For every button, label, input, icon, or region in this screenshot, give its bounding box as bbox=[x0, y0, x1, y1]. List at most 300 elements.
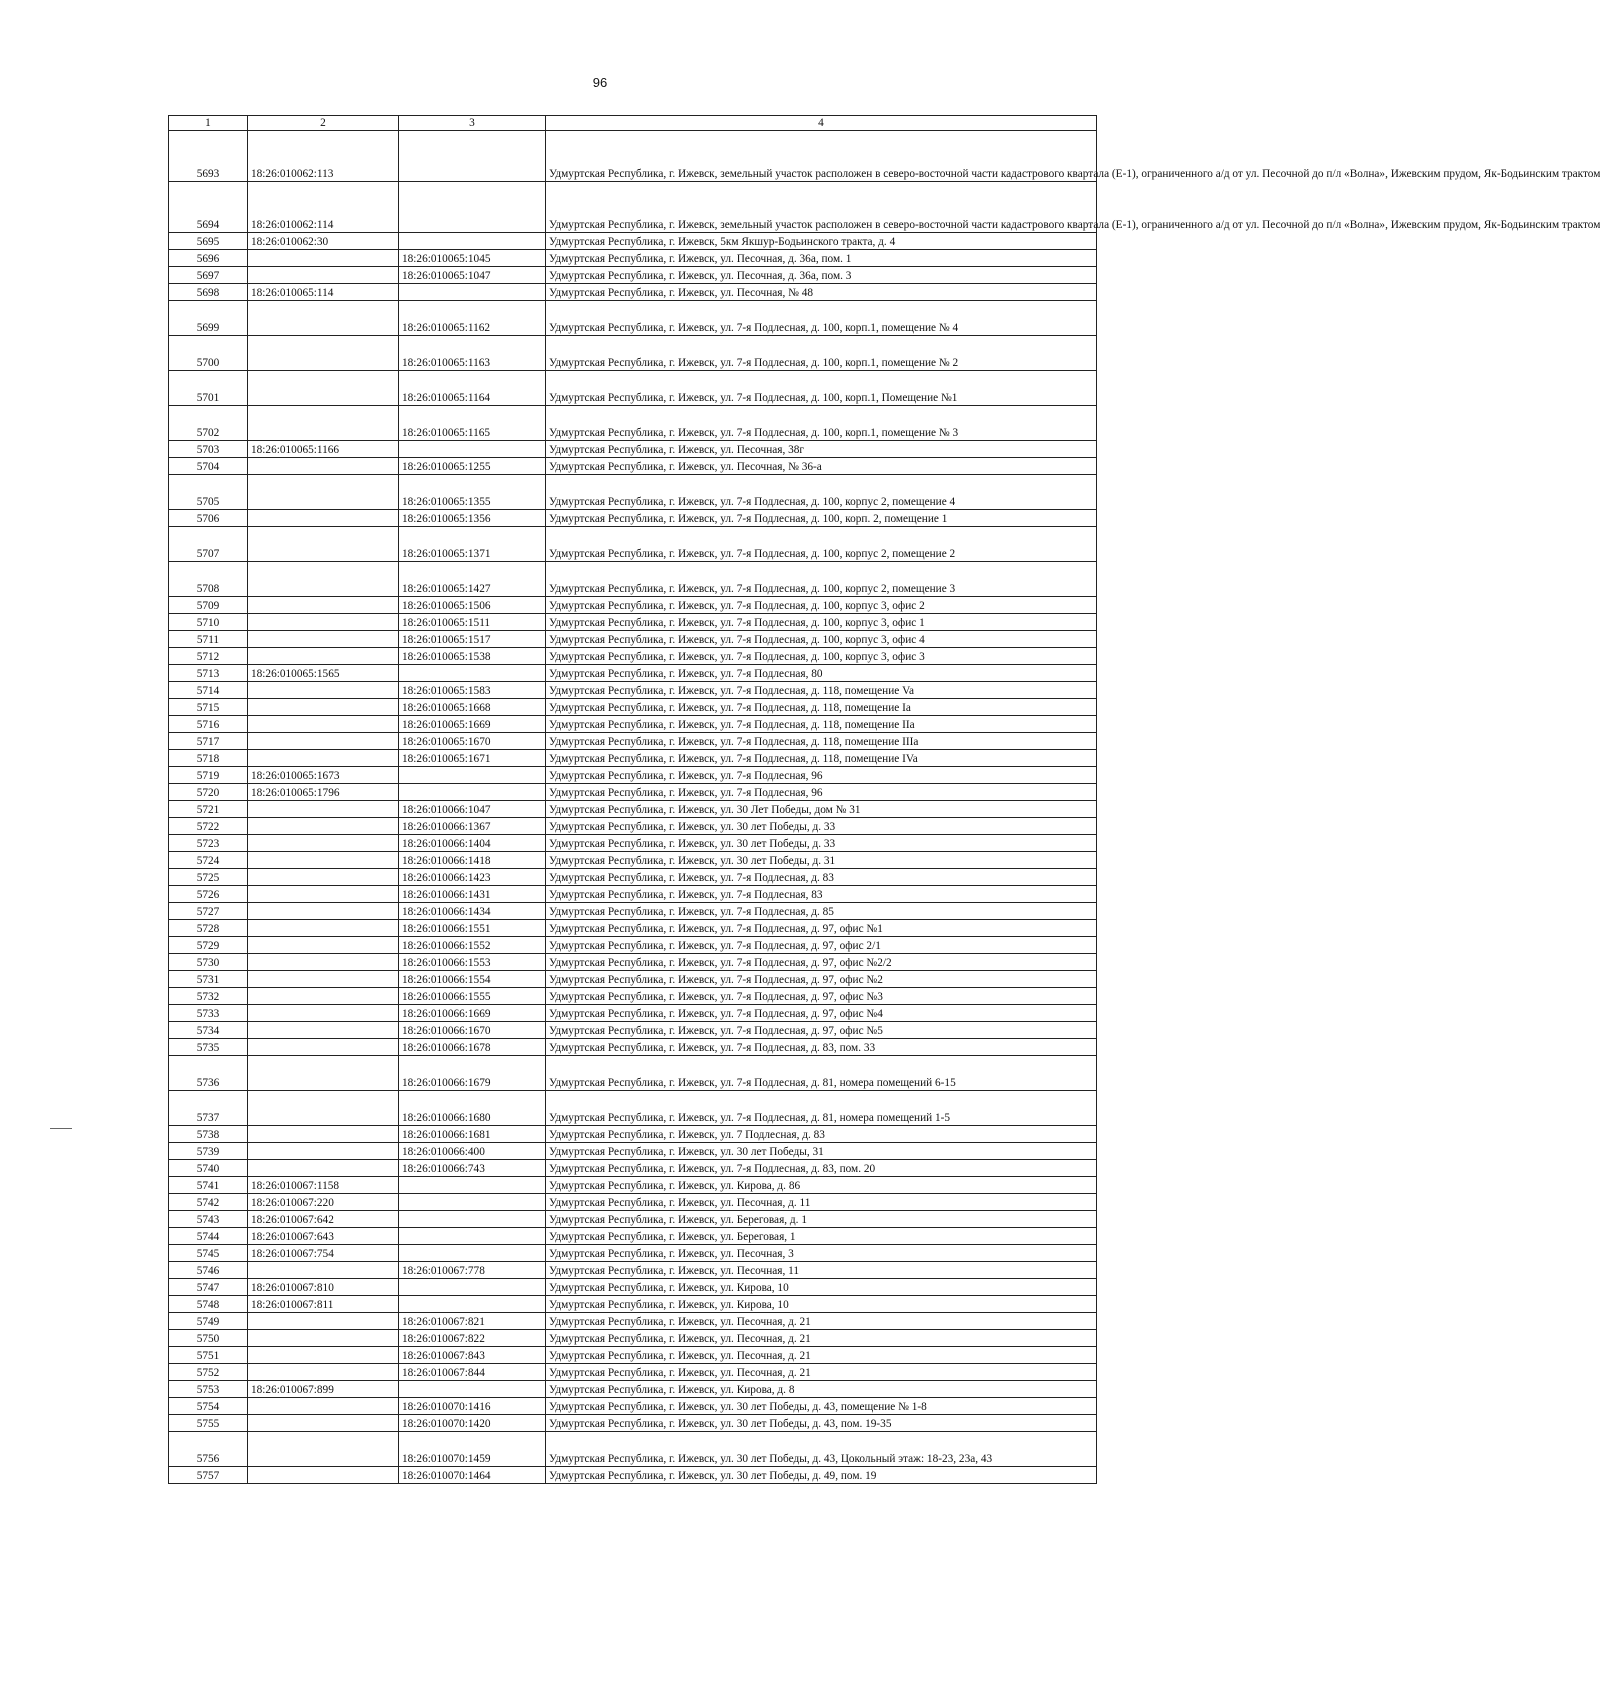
table-row bbox=[169, 131, 1097, 182]
address-cell: Удмуртская Республика, г. Ижевск, ул. 7-я Подлесная, 83 bbox=[546, 886, 1097, 903]
cadastral-number-building: 18:26:010065:1671 bbox=[399, 750, 546, 767]
cadastral-number-building: 18:26:010070:1459 bbox=[399, 1432, 546, 1467]
address-cell: Удмуртская Республика, г. Ижевск, ул. 7-я Подлесная, д. 81, номера помещений 1-5 bbox=[546, 1091, 1097, 1126]
cadastral-number-building bbox=[399, 441, 546, 458]
table-row bbox=[169, 1364, 1097, 1381]
address-cell: Удмуртская Республика, г. Ижевск, 5км Якшур-Бодьинского тракта, д. 4 bbox=[546, 233, 1097, 250]
address-cell: Удмуртская Республика, г. Ижевск, ул. Песочная, № 48 bbox=[546, 284, 1097, 301]
table-row bbox=[169, 1347, 1097, 1364]
cadastral-number-building: 18:26:010067:822 bbox=[399, 1330, 546, 1347]
cadastral-number-building: 18:26:010065:1427 bbox=[399, 562, 546, 597]
table-row bbox=[169, 1262, 1097, 1279]
cadastral-number-land bbox=[248, 1126, 399, 1143]
address-cell: Удмуртская Республика, г. Ижевск, ул. Кирова, д. 8 bbox=[546, 1381, 1097, 1398]
table-row bbox=[169, 648, 1097, 665]
cadastral-number-building bbox=[399, 1194, 546, 1211]
margin-mark bbox=[50, 1128, 72, 1129]
address-cell: Удмуртская Республика, г. Ижевск, ул. 7-я Подлесная, д. 100, корпус 3, офис 4 bbox=[546, 631, 1097, 648]
cadastral-number-building: 18:26:010065:1164 bbox=[399, 371, 546, 406]
cadastral-number-building: 18:26:010066:1553 bbox=[399, 954, 546, 971]
cadastral-number-building: 18:26:010065:1045 bbox=[399, 250, 546, 267]
table-row bbox=[169, 1330, 1097, 1347]
cadastral-number-land bbox=[248, 475, 399, 510]
row-number: 5742 bbox=[169, 1194, 248, 1211]
cadastral-number-building: 18:26:010066:1404 bbox=[399, 835, 546, 852]
table-row bbox=[169, 1381, 1097, 1398]
cadastral-number-building: 18:26:010066:400 bbox=[399, 1143, 546, 1160]
row-number: 5721 bbox=[169, 801, 248, 818]
address-cell: Удмуртская Республика, г. Ижевск, ул. 7-я Подлесная, д. 100, корп.1, помещение № 3 bbox=[546, 406, 1097, 441]
cadastral-number-land bbox=[248, 1364, 399, 1381]
table-row bbox=[169, 284, 1097, 301]
row-number: 5699 bbox=[169, 301, 248, 336]
cadastral-number-land: 18:26:010067:642 bbox=[248, 1211, 399, 1228]
row-number: 5711 bbox=[169, 631, 248, 648]
row-number: 5723 bbox=[169, 835, 248, 852]
address-cell: Удмуртская Республика, г. Ижевск, ул. Песочная, 11 bbox=[546, 1262, 1097, 1279]
row-number: 5702 bbox=[169, 406, 248, 441]
cadastral-number-land bbox=[248, 597, 399, 614]
table-row bbox=[169, 1194, 1097, 1211]
address-cell: Удмуртская Республика, г. Ижевск, ул. 7-я Подлесная, д. 97, офис №2 bbox=[546, 971, 1097, 988]
table-row bbox=[169, 597, 1097, 614]
row-number: 5739 bbox=[169, 1143, 248, 1160]
address-cell: Удмуртская Республика, г. Ижевск, ул. 30 лет Победы, д. 31 bbox=[546, 852, 1097, 869]
address-cell: Удмуртская Республика, г. Ижевск, ул. Кирова, 10 bbox=[546, 1279, 1097, 1296]
cadastral-number-building bbox=[399, 182, 546, 233]
address-cell: Удмуртская Республика, г. Ижевск, ул. Песочная, д. 11 bbox=[546, 1194, 1097, 1211]
table-row bbox=[169, 665, 1097, 682]
row-number: 5725 bbox=[169, 869, 248, 886]
address-cell: Удмуртская Республика, г. Ижевск, ул. 7-я Подлесная, д. 81, номера помещений 6-15 bbox=[546, 1056, 1097, 1091]
cadastral-number-land: 18:26:010067:754 bbox=[248, 1245, 399, 1262]
cadastral-number-building: 18:26:010067:821 bbox=[399, 1313, 546, 1330]
table-row bbox=[169, 1228, 1097, 1245]
row-number: 5757 bbox=[169, 1467, 248, 1484]
cadastral-number-land bbox=[248, 1262, 399, 1279]
row-number: 5709 bbox=[169, 597, 248, 614]
cadastral-number-land bbox=[248, 1347, 399, 1364]
address-cell: Удмуртская Республика, г. Ижевск, ул. 7-я Подлесная, д. 100, корпус 3, офис 2 bbox=[546, 597, 1097, 614]
row-number: 5705 bbox=[169, 475, 248, 510]
cadastral-number-building: 18:26:010070:1416 bbox=[399, 1398, 546, 1415]
cadastral-number-building: 18:26:010066:1367 bbox=[399, 818, 546, 835]
cadastral-number-land bbox=[248, 801, 399, 818]
address-cell: Удмуртская Республика, г. Ижевск, ул. 30 лет Победы, д. 43, Цокольный этаж: 18-23, 23а, 43 bbox=[546, 1432, 1097, 1467]
table-row bbox=[169, 801, 1097, 818]
cadastral-number-building bbox=[399, 1279, 546, 1296]
cadastral-number-land bbox=[248, 750, 399, 767]
row-number: 5734 bbox=[169, 1022, 248, 1039]
row-number: 5754 bbox=[169, 1398, 248, 1415]
table-row bbox=[169, 1467, 1097, 1484]
table-row bbox=[169, 371, 1097, 406]
address-cell: Удмуртская Республика, г. Ижевск, ул. 7-я Подлесная, д. 85 bbox=[546, 903, 1097, 920]
row-number: 5694 bbox=[169, 182, 248, 233]
cadastral-number-land: 18:26:010062:113 bbox=[248, 131, 399, 182]
table-row bbox=[169, 1398, 1097, 1415]
cadastral-number-land bbox=[248, 1039, 399, 1056]
cadastral-number-building: 18:26:010065:1583 bbox=[399, 682, 546, 699]
table-row bbox=[169, 1022, 1097, 1039]
column-header-3: 3 bbox=[399, 116, 546, 131]
cadastral-number-land: 18:26:010067:643 bbox=[248, 1228, 399, 1245]
address-cell: Удмуртская Республика, г. Ижевск, ул. 7 Подлесная, д. 83 bbox=[546, 1126, 1097, 1143]
cadastral-number-land bbox=[248, 336, 399, 371]
table-row bbox=[169, 988, 1097, 1005]
row-number: 5732 bbox=[169, 988, 248, 1005]
address-cell: Удмуртская Республика, г. Ижевск, ул. 7-я Подлесная, д. 100, корпус 2, помещение 3 bbox=[546, 562, 1097, 597]
table-row bbox=[169, 784, 1097, 801]
row-number: 5748 bbox=[169, 1296, 248, 1313]
cadastral-number-building bbox=[399, 767, 546, 784]
cadastral-number-land bbox=[248, 1143, 399, 1160]
table-row bbox=[169, 886, 1097, 903]
cadastral-number-land bbox=[248, 699, 399, 716]
table-row bbox=[169, 682, 1097, 699]
table-row bbox=[169, 458, 1097, 475]
address-cell: Удмуртская Республика, г. Ижевск, ул. Песочная, д. 21 bbox=[546, 1364, 1097, 1381]
table-row bbox=[169, 869, 1097, 886]
address-cell: Удмуртская Республика, г. Ижевск, ул. 7-я Подлесная, д. 100, корп.1, помещение № 4 bbox=[546, 301, 1097, 336]
row-number: 5724 bbox=[169, 852, 248, 869]
table-row bbox=[169, 527, 1097, 562]
cadastral-number-building bbox=[399, 284, 546, 301]
address-cell: Удмуртская Республика, г. Ижевск, ул. 30 лет Победы, д. 33 bbox=[546, 835, 1097, 852]
address-cell: Удмуртская Республика, г. Ижевск, земельный участок расположен в северо-восточной части кадастрового квартала (Е-1), ограниченного а/д от ул. Песочной до п/л «Волна», Ижевским прудом, Як-Бодьинским трактом bbox=[546, 182, 1097, 233]
cadastral-number-land bbox=[248, 250, 399, 267]
cadastral-number-land bbox=[248, 1398, 399, 1415]
cadastral-number-building: 18:26:010066:1431 bbox=[399, 886, 546, 903]
cadastral-number-land bbox=[248, 920, 399, 937]
cadastral-number-building: 18:26:010065:1506 bbox=[399, 597, 546, 614]
column-header-2: 2 bbox=[248, 116, 399, 131]
table-row bbox=[169, 767, 1097, 784]
address-cell: Удмуртская Республика, г. Ижевск, ул. 7-я Подлесная, д. 118, помещение IIIa bbox=[546, 733, 1097, 750]
address-cell: Удмуртская Республика, г. Ижевск, ул. 7-я Подлесная, д. 100, корпус 2, помещение 2 bbox=[546, 527, 1097, 562]
cadastral-number-land bbox=[248, 682, 399, 699]
address-cell: Удмуртская Республика, г. Ижевск, ул. 7-я Подлесная, д. 100, корпус 3, офис 1 bbox=[546, 614, 1097, 631]
cadastral-number-land bbox=[248, 818, 399, 835]
address-cell: Удмуртская Республика, г. Ижевск, ул. 7-я Подлесная, д. 97, офис №2/2 bbox=[546, 954, 1097, 971]
cadastral-number-land bbox=[248, 852, 399, 869]
cadastral-number-building: 18:26:010070:1464 bbox=[399, 1467, 546, 1484]
registry-table bbox=[168, 115, 1600, 1484]
cadastral-number-land: 18:26:010067:811 bbox=[248, 1296, 399, 1313]
cadastral-number-land bbox=[248, 371, 399, 406]
cadastral-number-land bbox=[248, 301, 399, 336]
address-cell: Удмуртская Республика, г. Ижевск, ул. 7-я Подлесная, д. 118, помещение Va bbox=[546, 682, 1097, 699]
table-row bbox=[169, 937, 1097, 954]
row-number: 5736 bbox=[169, 1056, 248, 1091]
address-cell: Удмуртская Республика, г. Ижевск, ул. 7-я Подлесная, д. 100, корп.1, Помещение №1 bbox=[546, 371, 1097, 406]
cadastral-number-land: 18:26:010067:899 bbox=[248, 1381, 399, 1398]
table-row bbox=[169, 1279, 1097, 1296]
cadastral-number-building: 18:26:010065:1356 bbox=[399, 510, 546, 527]
address-cell: Удмуртская Республика, г. Ижевск, ул. 7-я Подлесная, д. 100, корп.1, помещение № 2 bbox=[546, 336, 1097, 371]
address-cell: Удмуртская Республика, г. Ижевск, ул. 7-я Подлесная, д. 100, корпус 3, офис 3 bbox=[546, 648, 1097, 665]
cadastral-number-land bbox=[248, 510, 399, 527]
row-number: 5728 bbox=[169, 920, 248, 937]
row-number: 5730 bbox=[169, 954, 248, 971]
address-cell: Удмуртская Республика, г. Ижевск, ул. 30 лет Победы, д. 49, пом. 19 bbox=[546, 1467, 1097, 1484]
address-cell: Удмуртская Республика, г. Ижевск, ул. 7-я Подлесная, д. 83, пом. 33 bbox=[546, 1039, 1097, 1056]
table-row bbox=[169, 614, 1097, 631]
table-row bbox=[169, 903, 1097, 920]
address-cell: Удмуртская Республика, г. Ижевск, ул. 7-я Подлесная, д. 97, офис №1 bbox=[546, 920, 1097, 937]
cadastral-number-building: 18:26:010066:1551 bbox=[399, 920, 546, 937]
table-row bbox=[169, 699, 1097, 716]
row-number: 5712 bbox=[169, 648, 248, 665]
page-number: 96 bbox=[592, 75, 608, 90]
row-number: 5706 bbox=[169, 510, 248, 527]
row-number: 5743 bbox=[169, 1211, 248, 1228]
address-cell: Удмуртская Республика, г. Ижевск, ул. 7-я Подлесная, д. 97, офис 2/1 bbox=[546, 937, 1097, 954]
cadastral-number-land bbox=[248, 1432, 399, 1467]
cadastral-number-building: 18:26:010066:1680 bbox=[399, 1091, 546, 1126]
table-row bbox=[169, 267, 1097, 284]
table-row bbox=[169, 1296, 1097, 1313]
table-row bbox=[169, 182, 1097, 233]
row-number: 5755 bbox=[169, 1415, 248, 1432]
row-number: 5710 bbox=[169, 614, 248, 631]
cadastral-number-building: 18:26:010065:1670 bbox=[399, 733, 546, 750]
row-number: 5727 bbox=[169, 903, 248, 920]
table-row bbox=[169, 1056, 1097, 1091]
cadastral-number-building: 18:26:010065:1511 bbox=[399, 614, 546, 631]
cadastral-number-building: 18:26:010065:1165 bbox=[399, 406, 546, 441]
cadastral-number-building: 18:26:010066:1555 bbox=[399, 988, 546, 1005]
cadastral-number-building: 18:26:010066:1669 bbox=[399, 1005, 546, 1022]
cadastral-number-land bbox=[248, 937, 399, 954]
row-number: 5714 bbox=[169, 682, 248, 699]
cadastral-number-land bbox=[248, 1160, 399, 1177]
table-row bbox=[169, 1005, 1097, 1022]
address-cell: Удмуртская Республика, г. Ижевск, ул. 7-я Подлесная, д. 118, помещение IVa bbox=[546, 750, 1097, 767]
row-number: 5737 bbox=[169, 1091, 248, 1126]
cadastral-number-land: 18:26:010065:1166 bbox=[248, 441, 399, 458]
row-number: 5700 bbox=[169, 336, 248, 371]
address-cell: Удмуртская Республика, г. Ижевск, ул. 7-я Подлесная, д. 100, корпус 2, помещение 4 bbox=[546, 475, 1097, 510]
table-row bbox=[169, 954, 1097, 971]
cadastral-number-building: 18:26:010065:1163 bbox=[399, 336, 546, 371]
cadastral-number-building: 18:26:010066:1670 bbox=[399, 1022, 546, 1039]
address-cell: Удмуртская Республика, г. Ижевск, ул. 7-я Подлесная, д. 97, офис №3 bbox=[546, 988, 1097, 1005]
table-row bbox=[169, 441, 1097, 458]
cadastral-number-building: 18:26:010067:843 bbox=[399, 1347, 546, 1364]
address-cell: Удмуртская Республика, г. Ижевск, ул. Песочная, 3 bbox=[546, 1245, 1097, 1262]
table-row bbox=[169, 1313, 1097, 1330]
row-number: 5729 bbox=[169, 937, 248, 954]
cadastral-number-building: 18:26:010066:1679 bbox=[399, 1056, 546, 1091]
address-cell: Удмуртская Республика, г. Ижевск, ул. Песочная, д. 36а, пом. 1 bbox=[546, 250, 1097, 267]
cadastral-number-land bbox=[248, 733, 399, 750]
address-cell: Удмуртская Республика, г. Ижевск, ул. 30 лет Победы, д. 43, помещение № 1-8 bbox=[546, 1398, 1097, 1415]
cadastral-number-land: 18:26:010067:810 bbox=[248, 1279, 399, 1296]
row-number: 5756 bbox=[169, 1432, 248, 1467]
address-cell: Удмуртская Республика, г. Ижевск, ул. Песочная, д. 21 bbox=[546, 1330, 1097, 1347]
address-cell: Удмуртская Республика, г. Ижевск, ул. 7-я Подлесная, д. 118, помещение IIa bbox=[546, 716, 1097, 733]
row-number: 5717 bbox=[169, 733, 248, 750]
column-header-1: 1 bbox=[169, 116, 248, 131]
cadastral-number-land bbox=[248, 903, 399, 920]
address-cell: Удмуртская Республика, г. Ижевск, ул. 30 лет Победы, д. 43, пом. 19-35 bbox=[546, 1415, 1097, 1432]
address-cell: Удмуртская Республика, г. Ижевск, ул. Песочная, № 36-а bbox=[546, 458, 1097, 475]
row-number: 5693 bbox=[169, 131, 248, 182]
table-row bbox=[169, 1245, 1097, 1262]
cadastral-number-land bbox=[248, 954, 399, 971]
row-number: 5722 bbox=[169, 818, 248, 835]
table-row bbox=[169, 971, 1097, 988]
cadastral-number-building bbox=[399, 233, 546, 250]
table-row bbox=[169, 406, 1097, 441]
address-cell: Удмуртская Республика, г. Ижевск, ул. 30 лет Победы, 31 bbox=[546, 1143, 1097, 1160]
row-number: 5716 bbox=[169, 716, 248, 733]
cadastral-number-land bbox=[248, 971, 399, 988]
address-cell: Удмуртская Республика, г. Ижевск, ул. 7-я Подлесная, д. 97, офис №5 bbox=[546, 1022, 1097, 1039]
cadastral-number-land bbox=[248, 1091, 399, 1126]
table-row bbox=[169, 1126, 1097, 1143]
cadastral-number-building: 18:26:010067:844 bbox=[399, 1364, 546, 1381]
table-row bbox=[169, 1091, 1097, 1126]
cadastral-number-building: 18:26:010066:743 bbox=[399, 1160, 546, 1177]
cadastral-number-building: 18:26:010066:1678 bbox=[399, 1039, 546, 1056]
cadastral-number-building: 18:26:010070:1420 bbox=[399, 1415, 546, 1432]
cadastral-number-building: 18:26:010065:1517 bbox=[399, 631, 546, 648]
address-cell: Удмуртская Республика, г. Ижевск, ул. 7-я Подлесная, д. 83, пом. 20 bbox=[546, 1160, 1097, 1177]
table-row bbox=[169, 920, 1097, 937]
table-row bbox=[169, 250, 1097, 267]
address-cell: Удмуртская Республика, г. Ижевск, ул. Береговая, д. 1 bbox=[546, 1211, 1097, 1228]
row-number: 5726 bbox=[169, 886, 248, 903]
cadastral-number-building: 18:26:010066:1423 bbox=[399, 869, 546, 886]
address-cell: Удмуртская Республика, г. Ижевск, ул. Песочная, 38г bbox=[546, 441, 1097, 458]
row-number: 5731 bbox=[169, 971, 248, 988]
address-cell: Удмуртская Республика, г. Ижевск, ул. 7-я Подлесная, д. 100, корп. 2, помещение 1 bbox=[546, 510, 1097, 527]
cadastral-number-land bbox=[248, 1330, 399, 1347]
table-row bbox=[169, 233, 1097, 250]
row-number: 5740 bbox=[169, 1160, 248, 1177]
cadastral-number-land bbox=[248, 1415, 399, 1432]
cadastral-number-land bbox=[248, 988, 399, 1005]
cadastral-number-building: 18:26:010065:1668 bbox=[399, 699, 546, 716]
table-row bbox=[169, 1211, 1097, 1228]
cadastral-number-building bbox=[399, 784, 546, 801]
cadastral-number-building: 18:26:010067:778 bbox=[399, 1262, 546, 1279]
table-row bbox=[169, 818, 1097, 835]
table-body bbox=[169, 131, 1600, 1484]
row-number: 5704 bbox=[169, 458, 248, 475]
cadastral-number-land: 18:26:010067:1158 bbox=[248, 1177, 399, 1194]
address-cell: Удмуртская Республика, г. Ижевск, ул. 7-я Подлесная, д. 97, офис №4 bbox=[546, 1005, 1097, 1022]
address-cell: Удмуртская Республика, г. Ижевск, ул. Береговая, 1 bbox=[546, 1228, 1097, 1245]
row-number: 5708 bbox=[169, 562, 248, 597]
row-number: 5745 bbox=[169, 1245, 248, 1262]
row-number: 5719 bbox=[169, 767, 248, 784]
cadastral-number-land bbox=[248, 406, 399, 441]
cadastral-number-land: 18:26:010065:1796 bbox=[248, 784, 399, 801]
cadastral-number-land: 18:26:010062:30 bbox=[248, 233, 399, 250]
cadastral-number-land bbox=[248, 1467, 399, 1484]
cadastral-number-building: 18:26:010065:1669 bbox=[399, 716, 546, 733]
cadastral-number-land bbox=[248, 458, 399, 475]
row-number: 5747 bbox=[169, 1279, 248, 1296]
cadastral-number-building: 18:26:010066:1552 bbox=[399, 937, 546, 954]
table-row bbox=[169, 631, 1097, 648]
address-cell: Удмуртская Республика, г. Ижевск, ул. Кирова, д. 86 bbox=[546, 1177, 1097, 1194]
row-number: 5741 bbox=[169, 1177, 248, 1194]
address-cell: Удмуртская Республика, г. Ижевск, ул. 30 Лет Победы, дом № 31 bbox=[546, 801, 1097, 818]
cadastral-number-land bbox=[248, 527, 399, 562]
address-cell: Удмуртская Республика, г. Ижевск, ул. 7-я Подлесная, д. 83 bbox=[546, 869, 1097, 886]
row-number: 5698 bbox=[169, 284, 248, 301]
table-row bbox=[169, 336, 1097, 371]
row-number: 5750 bbox=[169, 1330, 248, 1347]
cadastral-number-land bbox=[248, 631, 399, 648]
cadastral-number-building bbox=[399, 131, 546, 182]
cadastral-number-building: 18:26:010065:1255 bbox=[399, 458, 546, 475]
row-number: 5696 bbox=[169, 250, 248, 267]
cadastral-number-building: 18:26:010066:1047 bbox=[399, 801, 546, 818]
address-cell: Удмуртская Республика, г. Ижевск, ул. Кирова, 10 bbox=[546, 1296, 1097, 1313]
cadastral-number-building: 18:26:010066:1434 bbox=[399, 903, 546, 920]
column-header-4: 4 bbox=[546, 116, 1097, 131]
cadastral-number-land bbox=[248, 648, 399, 665]
cadastral-number-building bbox=[399, 1381, 546, 1398]
table-row bbox=[169, 1143, 1097, 1160]
cadastral-number-land bbox=[248, 1022, 399, 1039]
table-row bbox=[169, 716, 1097, 733]
cadastral-number-land bbox=[248, 1005, 399, 1022]
row-number: 5715 bbox=[169, 699, 248, 716]
table-row bbox=[169, 475, 1097, 510]
address-cell: Удмуртская Республика, г. Ижевск, земельный участок расположен в северо-восточной части кадастрового квартала (Е-1), ограниченного а/д от ул. Песочной до п/л «Волна», Ижевским прудом, Як-Бодьинским трактом bbox=[546, 131, 1097, 182]
row-number: 5749 bbox=[169, 1313, 248, 1330]
cadastral-number-building bbox=[399, 1228, 546, 1245]
address-cell: Удмуртская Республика, г. Ижевск, ул. 30 лет Победы, д. 33 bbox=[546, 818, 1097, 835]
address-cell: Удмуртская Республика, г. Ижевск, ул. 7-я Подлесная, д. 118, помещение Ia bbox=[546, 699, 1097, 716]
cadastral-number-building bbox=[399, 1296, 546, 1313]
cadastral-number-land: 18:26:010065:114 bbox=[248, 284, 399, 301]
cadastral-number-land bbox=[248, 562, 399, 597]
table-row bbox=[169, 510, 1097, 527]
cadastral-number-land bbox=[248, 1313, 399, 1330]
table-row bbox=[169, 750, 1097, 767]
cadastral-number-building: 18:26:010066:1681 bbox=[399, 1126, 546, 1143]
cadastral-number-building: 18:26:010066:1554 bbox=[399, 971, 546, 988]
row-number: 5738 bbox=[169, 1126, 248, 1143]
cadastral-number-building: 18:26:010066:1418 bbox=[399, 852, 546, 869]
row-number: 5707 bbox=[169, 527, 248, 562]
cadastral-number-land bbox=[248, 886, 399, 903]
cadastral-number-building bbox=[399, 665, 546, 682]
table-row bbox=[169, 1177, 1097, 1194]
cadastral-number-land bbox=[248, 1056, 399, 1091]
address-cell: Удмуртская Республика, г. Ижевск, ул. Песочная, д. 36а, пом. 3 bbox=[546, 267, 1097, 284]
cadastral-number-land: 18:26:010062:114 bbox=[248, 182, 399, 233]
address-cell: Удмуртская Республика, г. Ижевск, ул. 7-я Подлесная, 96 bbox=[546, 784, 1097, 801]
row-number: 5713 bbox=[169, 665, 248, 682]
table-row bbox=[169, 1160, 1097, 1177]
row-number: 5703 bbox=[169, 441, 248, 458]
address-cell: Удмуртская Республика, г. Ижевск, ул. Песочная, д. 21 bbox=[546, 1313, 1097, 1330]
cadastral-number-building: 18:26:010065:1355 bbox=[399, 475, 546, 510]
row-number: 5753 bbox=[169, 1381, 248, 1398]
cadastral-number-land: 18:26:010067:220 bbox=[248, 1194, 399, 1211]
address-cell: Удмуртская Республика, г. Ижевск, ул. 7-я Подлесная, 96 bbox=[546, 767, 1097, 784]
row-number: 5735 bbox=[169, 1039, 248, 1056]
row-number: 5751 bbox=[169, 1347, 248, 1364]
